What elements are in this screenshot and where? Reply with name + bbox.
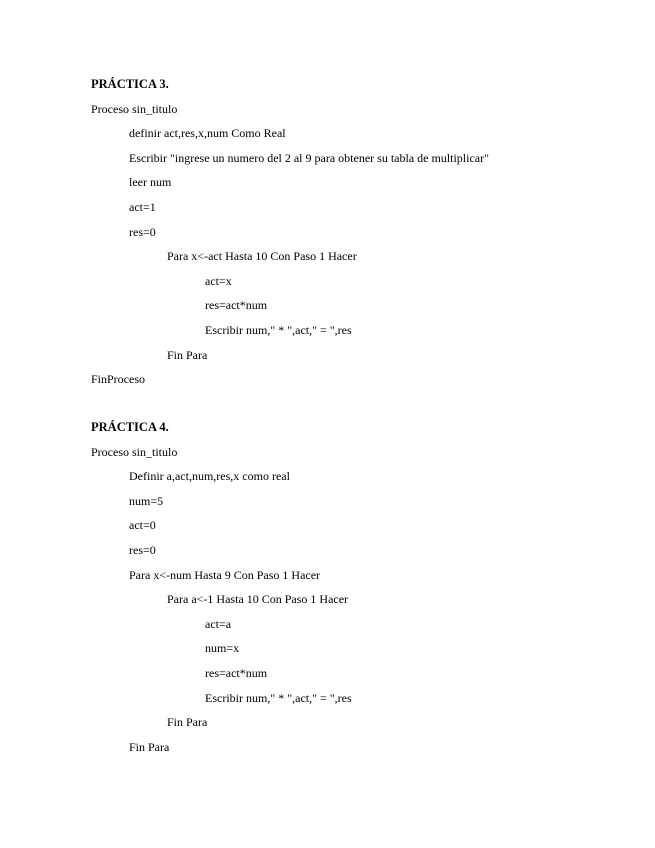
code-line: Para x<-act Hasta 10 Con Paso 1 Hacer [167, 249, 357, 264]
code-line: num=x [205, 641, 240, 656]
practice-3-section [91, 76, 631, 396]
code-line: act=a [205, 616, 232, 631]
code-line: Proceso sin_titulo [91, 101, 178, 116]
code-line: res=0 [129, 542, 156, 557]
code-line: act=0 [129, 518, 156, 533]
code-line: res=0 [129, 224, 156, 239]
code-line: Escribir num," * ",act," = ",res [205, 690, 352, 705]
code-line: definir act,res,x,num Como Real [129, 126, 286, 141]
code-line: res=act*num [205, 298, 268, 313]
code-line: leer num [129, 175, 172, 190]
code-line: num=5 [129, 493, 164, 508]
practice-4-heading: PRÁCTICA 4. [91, 420, 169, 434]
code-line: Proceso sin_titulo [91, 444, 178, 459]
code-line: Para a<-1 Hasta 10 Con Paso 1 Hacer [167, 592, 349, 607]
practice-4-section [91, 419, 631, 763]
practice-3-heading: PRÁCTICA 3. [91, 77, 169, 91]
code-line: Escribir num," * ",act," = ",res [205, 322, 352, 337]
code-line: Fin Para [167, 715, 208, 730]
code-line: Para x<-num Hasta 9 Con Paso 1 Hacer [129, 567, 321, 582]
code-line: FinProceso [91, 372, 145, 387]
code-line: res=act*num [205, 665, 268, 680]
code-line: Escribir "ingrese un numero del 2 al 9 para obtener su tabla de multiplicar" [129, 150, 490, 165]
code-line: act=1 [129, 199, 156, 214]
code-line: Fin Para [129, 739, 170, 754]
code-line: act=x [205, 273, 232, 288]
code-line: Fin Para [167, 347, 208, 362]
code-line: Definir a,act,num,res,x como real [129, 469, 290, 484]
